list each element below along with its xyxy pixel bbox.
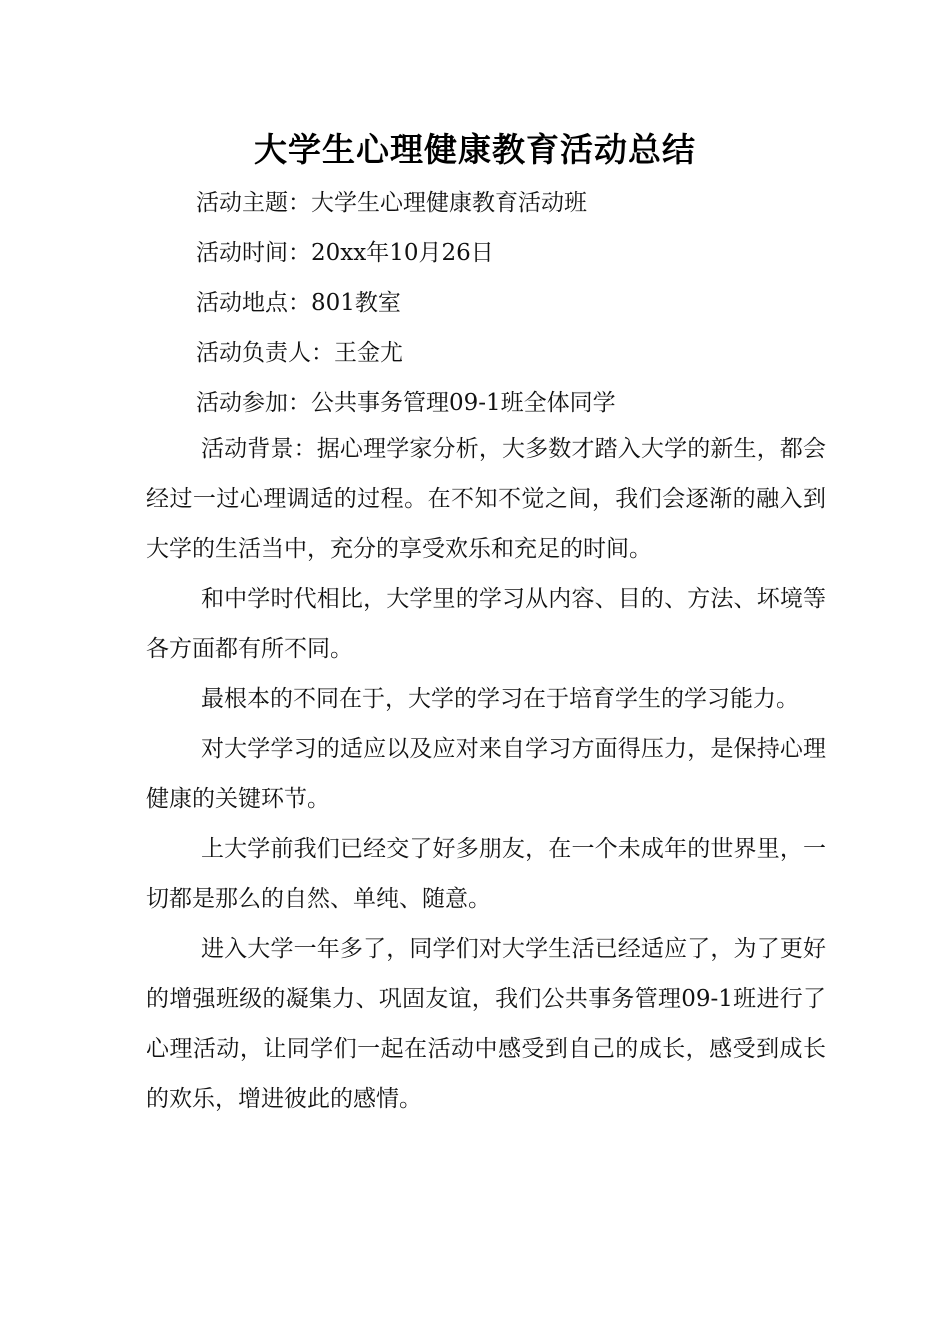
document-body — [146, 424, 826, 1124]
activity-time: 活动时间：20xx年10月26日 — [196, 240, 494, 266]
paragraph: 上大学前我们已经交了好多朋友，在一个未成年的世界里，一切都是那么的自然、单纯、随意。 — [146, 836, 826, 912]
activity-theme: 活动主题：大学生心理健康教育活动班 — [196, 190, 587, 216]
activity-info-list — [196, 178, 876, 428]
activity-participants: 活动参加：公共事务管理09-1班全体同学 — [196, 390, 616, 416]
paragraph: 和中学时代相比，大学里的学习从内容、目的、方法、坏境等各方面都有所不同。 — [146, 586, 826, 662]
paragraph: 最根本的不同在于，大学的学习在于培育学生的学习能力。 — [201, 686, 799, 712]
document-title: 大学生心理健康教育活动总结 — [254, 130, 696, 169]
activity-leader: 活动负责人：王金尤 — [196, 340, 403, 366]
paragraph: 对大学学习的适应以及应对来自学习方面得压力，是保持心理健康的关键环节。 — [146, 736, 826, 812]
paragraph-background: 活动背景：据心理学家分析，大多数才踏入大学的新生，都会经过一过心理调适的过程。在不知不觉之间，我们会逐渐的融入到大学的生活当中，充分的享受欢乐和充足的时间。 — [146, 436, 826, 562]
paragraph: 进入大学一年多了，同学们对大学生活已经适应了，为了更好的增强班级的凝集力、巩固友谊，我们公共事务管理09-1班进行了心理活动，让同学们一起在活动中感受到自己的成长，感受到成长的欢乐，增进彼此的感情。 — [146, 936, 826, 1112]
activity-location: 活动地点：801教室 — [196, 290, 401, 316]
